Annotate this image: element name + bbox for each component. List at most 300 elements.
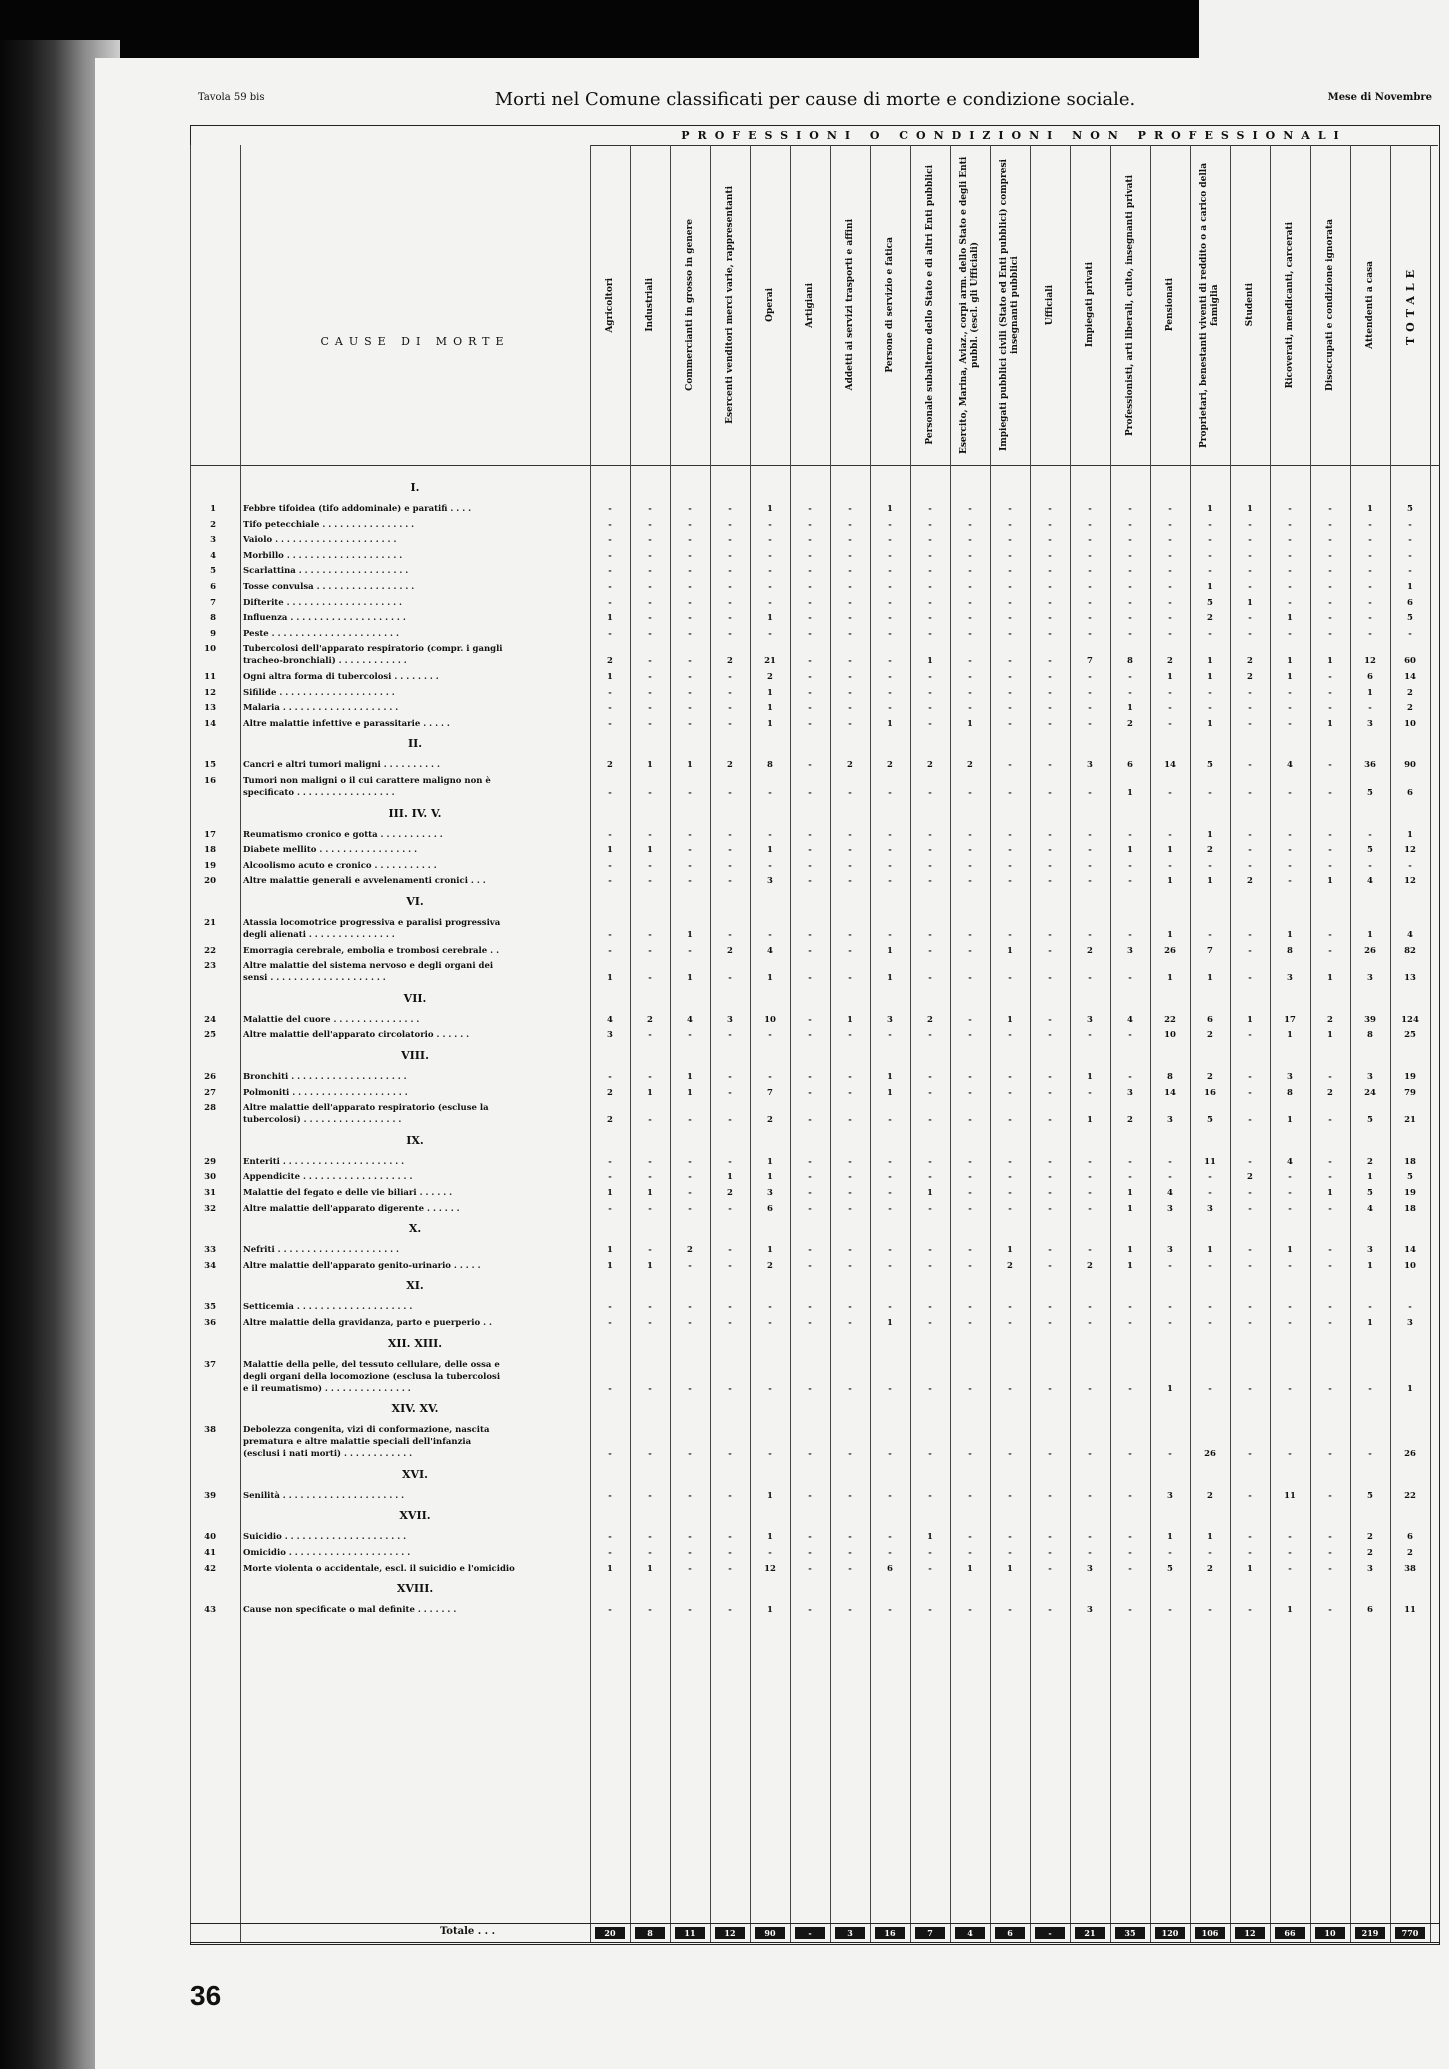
value-cell: 1 bbox=[887, 945, 893, 956]
value-cell: - bbox=[808, 1087, 812, 1098]
column-header-text: Esercenti venditori merci varie, rappresentanti bbox=[724, 186, 735, 424]
value-cell: 1 bbox=[887, 504, 893, 514]
value-cell: - bbox=[928, 718, 932, 729]
value-cell: - bbox=[688, 876, 692, 887]
value-cell: - bbox=[608, 860, 612, 871]
value-cell: 1 bbox=[1127, 845, 1133, 856]
row-number: 2 bbox=[210, 519, 216, 530]
value-cell: - bbox=[728, 1490, 732, 1501]
value-cell: 2 bbox=[927, 760, 933, 771]
value-cell: 24 bbox=[1364, 1087, 1376, 1098]
value-cell: 1 bbox=[607, 1563, 613, 1574]
value-cell: - bbox=[1128, 860, 1132, 871]
section-heading: XIV. XV. bbox=[391, 1402, 439, 1416]
value-cell: - bbox=[1368, 860, 1372, 871]
value-cell: - bbox=[1128, 535, 1132, 546]
value-cell: - bbox=[688, 1563, 692, 1574]
value-cell: - bbox=[928, 1490, 932, 1501]
cause-label: Difterite . . . . . . . . . . . . . . . . . . . . bbox=[243, 597, 403, 608]
value-cell: - bbox=[1128, 1030, 1132, 1041]
value-cell: 1 bbox=[767, 718, 773, 729]
value-cell: 1 bbox=[1207, 1532, 1213, 1543]
value-cell: - bbox=[608, 1605, 612, 1616]
value-cell: - bbox=[968, 1172, 972, 1183]
value-cell: - bbox=[1088, 1302, 1092, 1313]
value-cell: 7 bbox=[1207, 945, 1213, 956]
cause-label: Altre malattie dell'apparato digerente . . . . . . bbox=[243, 1203, 460, 1214]
cause-label: Sifilide . . . . . . . . . . . . . . . . . . . . bbox=[243, 687, 395, 698]
value-cell: 82 bbox=[1404, 945, 1416, 956]
column-header bbox=[790, 155, 830, 455]
value-cell: 2 bbox=[687, 1245, 693, 1256]
value-cell: - bbox=[728, 628, 732, 639]
total-cell: 12 bbox=[1235, 1927, 1265, 1939]
value-cell: - bbox=[808, 760, 812, 771]
value-cell: - bbox=[1088, 1172, 1092, 1183]
value-cell: - bbox=[888, 1449, 892, 1460]
value-cell: 5 bbox=[1407, 504, 1413, 514]
value-cell: - bbox=[848, 566, 852, 577]
value-cell: - bbox=[1048, 945, 1052, 956]
value-cell: 2 bbox=[607, 760, 613, 771]
value-cell: - bbox=[888, 788, 892, 798]
value-cell: 1 bbox=[1127, 1188, 1133, 1198]
value-cell: - bbox=[848, 1563, 852, 1574]
value-cell: 3 bbox=[1167, 1203, 1173, 1214]
value-cell: - bbox=[688, 1188, 692, 1198]
value-cell: 1 bbox=[1327, 876, 1333, 887]
value-cell: - bbox=[808, 1548, 812, 1558]
value-cell: - bbox=[1208, 1188, 1212, 1198]
value-cell: - bbox=[1048, 1072, 1052, 1082]
value-cell: - bbox=[1328, 566, 1332, 577]
value-cell: - bbox=[648, 1245, 652, 1256]
cause-label: Ogni altra forma di tubercolosi . . . . . . . . bbox=[243, 672, 439, 682]
value-cell: - bbox=[1128, 1563, 1132, 1574]
value-cell: - bbox=[1248, 1072, 1252, 1082]
value-cell: - bbox=[888, 613, 892, 624]
value-cell: - bbox=[1088, 930, 1092, 940]
value-cell: 1 bbox=[1207, 656, 1213, 667]
value-cell: - bbox=[728, 829, 732, 840]
value-cell: - bbox=[968, 504, 972, 514]
value-cell: - bbox=[968, 519, 972, 530]
value-cell: - bbox=[688, 1156, 692, 1167]
value-cell: 3 bbox=[1367, 973, 1373, 984]
value-cell: - bbox=[1048, 656, 1052, 667]
value-cell: - bbox=[968, 1383, 972, 1394]
value-cell: - bbox=[728, 566, 732, 577]
row-number: 41 bbox=[204, 1548, 216, 1558]
column-header bbox=[1350, 155, 1390, 455]
value-cell: - bbox=[688, 1532, 692, 1543]
value-cell: 1 bbox=[607, 1245, 613, 1256]
value-cell: 3 bbox=[1087, 1605, 1093, 1616]
value-cell: - bbox=[1368, 829, 1372, 840]
value-cell: 17 bbox=[1284, 1014, 1296, 1025]
table-row bbox=[190, 655, 1440, 668]
value-cell: - bbox=[648, 1548, 652, 1558]
value-cell: - bbox=[1128, 597, 1132, 608]
value-cell: 1 bbox=[1127, 788, 1133, 798]
value-cell: - bbox=[968, 829, 972, 840]
value-cell: - bbox=[848, 519, 852, 530]
cause-label: Bronchiti . . . . . . . . . . . . . . . . . . . . bbox=[243, 1072, 407, 1082]
value-cell: - bbox=[768, 1318, 772, 1328]
value-cell: 1 bbox=[887, 1087, 893, 1098]
value-cell: 26 bbox=[1404, 1449, 1416, 1460]
value-cell: 1 bbox=[607, 1188, 613, 1198]
value-cell: - bbox=[928, 1245, 932, 1256]
value-cell: - bbox=[888, 1605, 892, 1616]
value-cell: - bbox=[968, 1115, 972, 1126]
value-cell: - bbox=[1328, 550, 1332, 561]
total-cell: 20 bbox=[595, 1927, 625, 1939]
value-cell: 1 bbox=[1287, 672, 1293, 682]
value-cell: - bbox=[928, 566, 932, 577]
value-cell: - bbox=[848, 582, 852, 592]
value-cell: - bbox=[1328, 1318, 1332, 1328]
row-number: 14 bbox=[204, 718, 216, 729]
value-cell: - bbox=[648, 860, 652, 871]
cause-label: Peste . . . . . . . . . . . . . . . . . . . . . . bbox=[243, 628, 399, 639]
value-cell: 10 bbox=[1404, 718, 1416, 729]
value-cell: - bbox=[1368, 582, 1372, 592]
value-cell: - bbox=[928, 1260, 932, 1271]
value-cell: - bbox=[608, 628, 612, 639]
value-cell: - bbox=[968, 687, 972, 698]
value-cell: - bbox=[888, 1172, 892, 1183]
value-cell: 4 bbox=[1287, 760, 1293, 771]
value-cell: - bbox=[688, 1383, 692, 1394]
value-cell: - bbox=[1088, 1245, 1092, 1256]
value-cell: 1 bbox=[1327, 973, 1333, 984]
value-cell: - bbox=[1008, 829, 1012, 840]
value-cell: - bbox=[1288, 1260, 1292, 1271]
value-cell: - bbox=[1128, 1449, 1132, 1460]
value-cell: 1 bbox=[1207, 829, 1213, 840]
value-cell: - bbox=[928, 628, 932, 639]
value-cell: 3 bbox=[767, 876, 773, 887]
value-cell: - bbox=[1208, 566, 1212, 577]
value-cell: 1 bbox=[887, 1318, 893, 1328]
value-cell: 18 bbox=[1404, 1156, 1416, 1167]
value-cell: - bbox=[768, 1383, 772, 1394]
row-number: 18 bbox=[204, 845, 216, 856]
value-cell: - bbox=[888, 597, 892, 608]
value-cell: - bbox=[608, 1156, 612, 1167]
value-cell: - bbox=[1328, 1548, 1332, 1558]
value-cell: - bbox=[728, 1260, 732, 1271]
cause-label: Morbillo . . . . . . . . . . . . . . . . . . . . bbox=[243, 550, 403, 561]
column-header-text: Pensionati bbox=[1164, 278, 1175, 332]
value-cell: 5 bbox=[1367, 845, 1373, 856]
value-cell: - bbox=[888, 1548, 892, 1558]
cause-label: Debolezza congenita, vizi di conformazione, nascita bbox=[243, 1425, 490, 1436]
value-cell: - bbox=[1088, 519, 1092, 530]
value-cell: - bbox=[768, 1072, 772, 1082]
value-cell: - bbox=[1328, 860, 1332, 871]
column-header-text: Studenti bbox=[1244, 283, 1255, 327]
value-cell: - bbox=[688, 582, 692, 592]
value-cell: - bbox=[888, 1532, 892, 1543]
cause-label: Tifo petecchiale . . . . . . . . . . . . . . . . bbox=[243, 519, 415, 530]
value-cell: 60 bbox=[1404, 656, 1416, 667]
value-cell: 3 bbox=[1207, 1203, 1213, 1214]
value-cell: 1 bbox=[687, 973, 693, 984]
value-cell: - bbox=[608, 1302, 612, 1313]
row-number: 25 bbox=[204, 1030, 216, 1041]
row-number: 36 bbox=[204, 1318, 216, 1328]
value-cell: - bbox=[1008, 845, 1012, 856]
value-cell: - bbox=[728, 1449, 732, 1460]
value-cell: - bbox=[1048, 504, 1052, 514]
value-cell: - bbox=[648, 550, 652, 561]
value-cell: - bbox=[1288, 1188, 1292, 1198]
value-cell: - bbox=[1208, 860, 1212, 871]
value-cell: - bbox=[728, 1605, 732, 1616]
value-cell: - bbox=[1048, 1188, 1052, 1198]
column-header bbox=[1270, 155, 1310, 455]
value-cell: - bbox=[648, 788, 652, 798]
value-cell: - bbox=[1288, 703, 1292, 714]
value-cell: - bbox=[728, 1030, 732, 1041]
value-cell: - bbox=[808, 1563, 812, 1574]
value-cell: - bbox=[1168, 1548, 1172, 1558]
value-cell: 13 bbox=[1404, 973, 1416, 984]
value-cell: - bbox=[608, 829, 612, 840]
column-header-text: Personale subalterno dello Stato e di altri Enti pubblici bbox=[924, 165, 935, 445]
value-cell: - bbox=[1288, 860, 1292, 871]
value-cell: - bbox=[648, 930, 652, 940]
value-cell: - bbox=[1408, 519, 1412, 530]
value-cell: - bbox=[608, 1490, 612, 1501]
value-cell: - bbox=[808, 1030, 812, 1041]
value-cell: - bbox=[1128, 829, 1132, 840]
column-header bbox=[1150, 155, 1190, 455]
value-cell: - bbox=[1008, 1156, 1012, 1167]
cause-label: Diabete mellito . . . . . . . . . . . . . . . . . bbox=[243, 845, 418, 856]
total-cell: 16 bbox=[875, 1927, 905, 1939]
value-cell: - bbox=[1048, 760, 1052, 771]
column-header-text: Operai bbox=[764, 288, 775, 322]
value-cell: - bbox=[808, 1115, 812, 1126]
value-cell: - bbox=[1328, 760, 1332, 771]
value-cell: - bbox=[1048, 687, 1052, 698]
value-cell: - bbox=[648, 672, 652, 682]
value-cell: - bbox=[648, 1115, 652, 1126]
table-row bbox=[190, 1604, 1440, 1617]
value-cell: - bbox=[1368, 1302, 1372, 1313]
value-cell: - bbox=[1048, 1260, 1052, 1271]
value-cell: - bbox=[1128, 1490, 1132, 1501]
total-cell: 120 bbox=[1155, 1927, 1185, 1939]
value-cell: - bbox=[848, 1548, 852, 1558]
value-cell: - bbox=[1128, 628, 1132, 639]
section-heading: II. bbox=[407, 737, 423, 751]
value-cell: 8 bbox=[767, 760, 773, 771]
value-cell: - bbox=[1168, 628, 1172, 639]
value-cell: 1 bbox=[1367, 1318, 1373, 1328]
value-cell: - bbox=[1008, 1532, 1012, 1543]
value-cell: - bbox=[848, 1383, 852, 1394]
value-cell: - bbox=[1048, 1172, 1052, 1183]
table-row bbox=[190, 1547, 1440, 1560]
value-cell: - bbox=[928, 1156, 932, 1167]
value-cell: - bbox=[608, 718, 612, 729]
value-cell: - bbox=[1048, 829, 1052, 840]
value-cell: 3 bbox=[1087, 1014, 1093, 1025]
value-cell: 1 bbox=[1407, 1383, 1413, 1394]
value-cell: - bbox=[1088, 829, 1092, 840]
value-cell: - bbox=[1248, 1260, 1252, 1271]
cause-label: Tubercolosi dell'apparato respiratorio (compr. i gangli bbox=[243, 644, 503, 655]
value-cell: - bbox=[768, 597, 772, 608]
table-row bbox=[190, 628, 1440, 641]
value-cell: 18 bbox=[1404, 1203, 1416, 1214]
table-row bbox=[190, 702, 1440, 715]
column-rule bbox=[1430, 145, 1431, 1943]
value-cell: 1 bbox=[1087, 1072, 1093, 1082]
table-row bbox=[190, 945, 1440, 958]
value-cell: - bbox=[1168, 519, 1172, 530]
value-cell: 3 bbox=[1287, 973, 1293, 984]
value-cell: - bbox=[768, 860, 772, 871]
value-cell: 2 bbox=[1327, 1014, 1333, 1025]
value-cell: - bbox=[1128, 1548, 1132, 1558]
value-cell: 1 bbox=[1327, 656, 1333, 667]
value-cell: - bbox=[608, 1172, 612, 1183]
value-cell: 1 bbox=[647, 1260, 653, 1271]
cause-label: Malattie della pelle, del tessuto cellulare, delle ossa e bbox=[243, 1359, 500, 1370]
value-cell: - bbox=[808, 519, 812, 530]
column-header-text: Addetti ai servizi trasporti e affini bbox=[844, 219, 855, 391]
column-header-text: Attendenti a casa bbox=[1364, 261, 1375, 349]
value-cell: - bbox=[848, 1087, 852, 1098]
value-cell: - bbox=[1288, 1302, 1292, 1313]
value-cell: 1 bbox=[847, 1014, 853, 1025]
value-cell: - bbox=[1088, 718, 1092, 729]
column-header-text: Disoccupati e condizione ignorata bbox=[1324, 219, 1335, 391]
value-cell: 1 bbox=[647, 845, 653, 856]
value-cell: - bbox=[1288, 628, 1292, 639]
value-cell: - bbox=[1368, 550, 1372, 561]
row-number: 40 bbox=[204, 1532, 216, 1543]
table-row bbox=[190, 829, 1440, 842]
value-cell: - bbox=[1008, 876, 1012, 887]
value-cell: - bbox=[1328, 1490, 1332, 1501]
value-cell: 1 bbox=[1127, 1245, 1133, 1256]
value-cell: - bbox=[1128, 1172, 1132, 1183]
row-number: 38 bbox=[204, 1425, 216, 1436]
value-cell: - bbox=[768, 1449, 772, 1460]
value-cell: 124 bbox=[1401, 1014, 1419, 1025]
value-cell: - bbox=[1288, 876, 1292, 887]
value-cell: - bbox=[808, 1449, 812, 1460]
value-cell: - bbox=[1168, 566, 1172, 577]
value-cell: - bbox=[968, 628, 972, 639]
value-cell: - bbox=[1368, 597, 1372, 608]
value-cell: 14 bbox=[1164, 1087, 1176, 1098]
causes-heading: CAUSE DI MORTE bbox=[320, 335, 510, 348]
value-cell: - bbox=[808, 613, 812, 624]
value-cell: - bbox=[808, 860, 812, 871]
row-number: 26 bbox=[204, 1072, 216, 1082]
value-cell: 2 bbox=[1407, 687, 1413, 698]
value-cell: - bbox=[968, 613, 972, 624]
value-cell: - bbox=[1128, 930, 1132, 940]
total-cell: 11 bbox=[675, 1927, 705, 1939]
value-cell: - bbox=[1328, 829, 1332, 840]
value-cell: 2 bbox=[967, 760, 973, 771]
value-cell: - bbox=[1408, 535, 1412, 546]
value-cell: - bbox=[1088, 672, 1092, 682]
value-cell: 1 bbox=[1247, 1014, 1253, 1025]
value-cell: 12 bbox=[1404, 876, 1416, 887]
value-cell: 2 bbox=[607, 656, 613, 667]
value-cell: - bbox=[808, 687, 812, 698]
value-cell: - bbox=[1048, 535, 1052, 546]
value-cell: - bbox=[1008, 582, 1012, 592]
total-cell: 770 bbox=[1395, 1927, 1425, 1939]
value-cell: - bbox=[768, 535, 772, 546]
value-cell: - bbox=[648, 1156, 652, 1167]
value-cell: 14 bbox=[1164, 760, 1176, 771]
value-cell: - bbox=[1248, 788, 1252, 798]
value-cell: - bbox=[1048, 845, 1052, 856]
value-cell: - bbox=[1048, 973, 1052, 984]
value-cell: - bbox=[1088, 876, 1092, 887]
value-cell: 1 bbox=[887, 973, 893, 984]
value-cell: - bbox=[608, 945, 612, 956]
value-cell: - bbox=[1288, 1548, 1292, 1558]
section-heading: IX. bbox=[406, 1133, 424, 1147]
value-cell: - bbox=[688, 687, 692, 698]
value-cell: 1 bbox=[767, 687, 773, 698]
value-cell: 4 bbox=[607, 1014, 613, 1025]
value-cell: - bbox=[1288, 788, 1292, 798]
cause-label: Setticemia . . . . . . . . . . . . . . . . . . . . bbox=[243, 1302, 413, 1313]
cause-label: Altre malattie dell'apparato circolatorio . . . . . . bbox=[243, 1030, 470, 1041]
value-cell: 1 bbox=[767, 703, 773, 714]
value-cell: 1 bbox=[1287, 1030, 1293, 1041]
value-cell: - bbox=[1168, 860, 1172, 871]
value-cell: - bbox=[888, 582, 892, 592]
value-cell: - bbox=[648, 1203, 652, 1214]
value-cell: 2 bbox=[1207, 1072, 1213, 1082]
value-cell: - bbox=[968, 930, 972, 940]
value-cell: 1 bbox=[687, 930, 693, 940]
value-cell: 2 bbox=[1207, 1490, 1213, 1501]
value-cell: - bbox=[1088, 504, 1092, 514]
value-cell: 1 bbox=[607, 1260, 613, 1271]
value-cell: - bbox=[1088, 550, 1092, 561]
value-cell: 1 bbox=[647, 1087, 653, 1098]
value-cell: - bbox=[1048, 1087, 1052, 1098]
cause-label: prematura e altre malattie speciali dell'infanzia bbox=[243, 1437, 472, 1448]
value-cell: - bbox=[808, 1260, 812, 1271]
value-cell: - bbox=[1048, 1563, 1052, 1574]
value-cell: - bbox=[688, 1548, 692, 1558]
value-cell: - bbox=[688, 628, 692, 639]
value-cell: - bbox=[688, 504, 692, 514]
value-cell: - bbox=[968, 1318, 972, 1328]
value-cell: 22 bbox=[1164, 1014, 1176, 1025]
value-cell: - bbox=[688, 519, 692, 530]
value-cell: - bbox=[728, 582, 732, 592]
value-cell: 3 bbox=[1367, 718, 1373, 729]
row-number: 27 bbox=[204, 1087, 216, 1098]
